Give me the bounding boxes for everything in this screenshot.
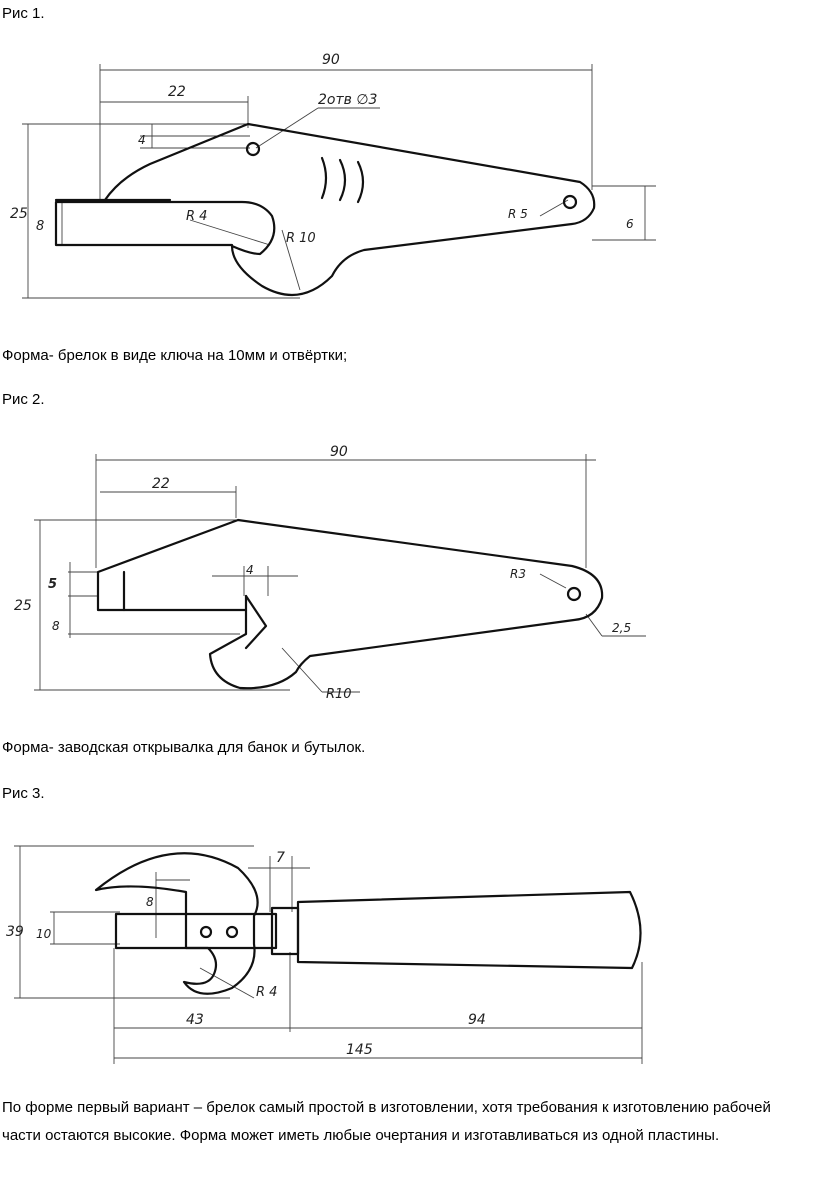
- dim-4: 4: [138, 133, 146, 147]
- dim2-8: 8: [52, 619, 60, 633]
- figure-3-drawing: [0, 832, 816, 1072]
- figure-2-description: Форма- заводская открывалка для банок и бутылок.: [2, 739, 366, 756]
- dim2-22: 22: [152, 476, 170, 492]
- dim-6: 6: [626, 217, 634, 231]
- dim3-43: 43: [186, 1012, 204, 1028]
- dim2-r3: R3: [510, 567, 526, 581]
- dim3-r4: R 4: [256, 985, 278, 1000]
- dim-22: 22: [168, 84, 186, 100]
- figure-2-drawing: [0, 438, 816, 708]
- figure-2-caption: Рис 2.: [2, 391, 45, 408]
- figure-3-caption: Рис 3.: [2, 785, 45, 802]
- dim3-8: 8: [146, 895, 154, 909]
- figure-1-drawing: [0, 40, 816, 310]
- dim-25: 25: [10, 206, 28, 222]
- dim3-39: 39: [6, 924, 24, 940]
- dim2-r25: 2,5: [612, 621, 632, 635]
- dim2-4: 4: [246, 563, 254, 577]
- dim2-5: 5: [48, 577, 58, 592]
- dim3-94: 94: [468, 1012, 486, 1028]
- dim-r5: R 5: [508, 207, 528, 221]
- dim-90: 90: [322, 52, 340, 68]
- conclusion-paragraph: По форме первый вариант – брелок самый простой в изготовлении, хотя требования к изготовлению рабочей части остаются высокие. Форма может иметь любые очертания и изготавливаться из одной пластины.: [2, 1099, 771, 1144]
- dim3-7: 7: [276, 850, 285, 866]
- dim-r10: R 10: [286, 231, 316, 246]
- figure-1-description: Форма- брелок в виде ключа на 10мм и отвёртки;: [2, 347, 348, 364]
- figure-1-caption: Рис 1.: [2, 5, 45, 22]
- dim2-90: 90: [330, 444, 348, 460]
- dim2-r10: R10: [326, 687, 352, 702]
- dim-8: 8: [36, 219, 45, 234]
- dim3-10: 10: [36, 927, 52, 941]
- dim2-25: 25: [14, 598, 32, 614]
- dim-hole: 2отв ∅3: [318, 92, 378, 108]
- dim-r4: R 4: [186, 209, 208, 224]
- dim3-145: 145: [346, 1042, 373, 1058]
